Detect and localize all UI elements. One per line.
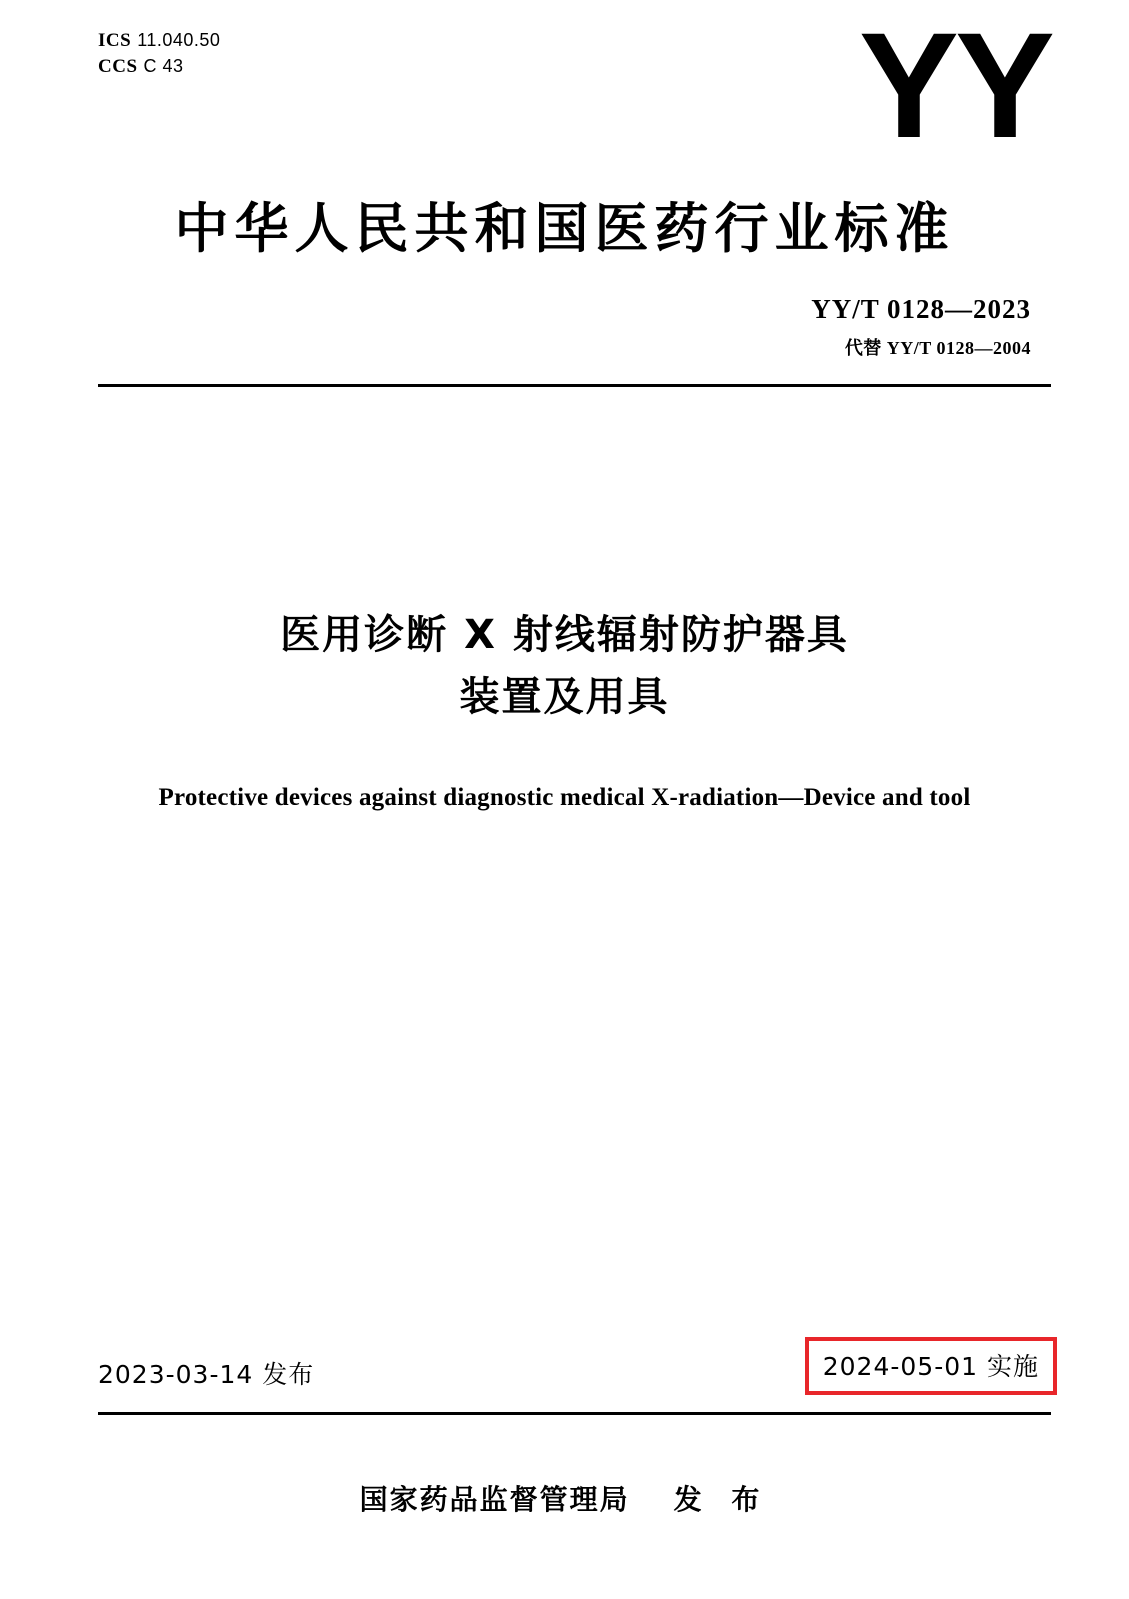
effective-date: 2024-05-01 实施 [822,1352,1039,1381]
release-date: 2023-03-14 发布 [98,1360,315,1389]
ics-value: 11.040.50 [137,30,221,50]
issuer-publish-label: 发 布 [673,1483,770,1516]
divider-top [98,384,1051,387]
document-title-en: Protective devices against diagnostic medical X-radiation—Device and tool [158,784,971,811]
standard-replaces: 代替 YY/T 0128—2004 [844,338,1031,358]
issuer-name: 国家药品监督管理局 [359,1483,630,1516]
document-title-cn-line2: 装置及用具 [459,674,670,720]
ics-line [98,28,220,54]
ccs-label: CCS [98,55,138,77]
document-title-cn-line1: 医用诊断 X 射线辐射防护器具 [280,612,849,658]
effective-date-highlight [805,1337,1057,1395]
classification-block [98,28,220,79]
authority-title: 中华人民共和国医药行业标准 [174,197,955,260]
ccs-value: C 43 [143,55,184,76]
yy-logo: YY [858,1,1051,169]
divider-bottom [98,1412,1051,1415]
standard-number: YY/T 0128—2023 [811,294,1031,324]
document-title-cn [0,604,1129,728]
issuer-footer [0,1478,1129,1518]
ccs-line [98,54,220,80]
ics-label: ICS [98,30,132,51]
